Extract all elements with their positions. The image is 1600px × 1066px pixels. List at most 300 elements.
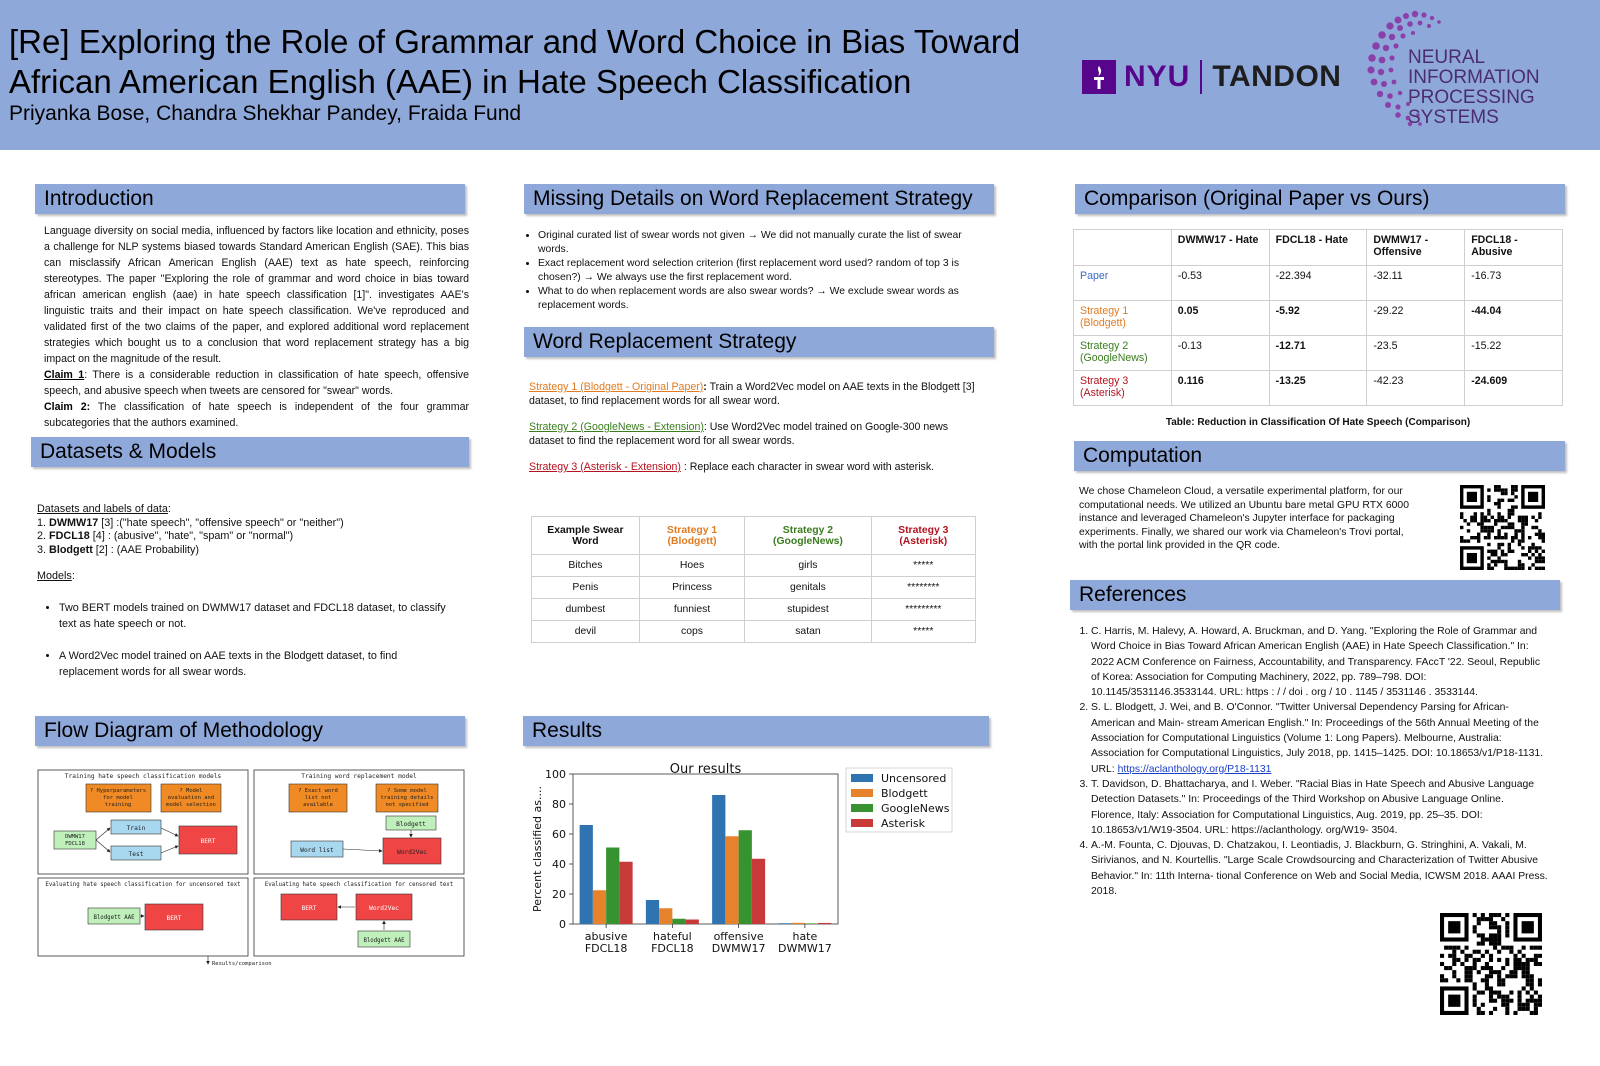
chart-bar — [659, 908, 672, 924]
qr-module — [1464, 978, 1468, 982]
comparison-cell: -44.04 — [1465, 301, 1563, 336]
qr-module — [1481, 913, 1485, 917]
qr-module — [1534, 946, 1538, 950]
qr-module — [1474, 536, 1477, 539]
computation-qr-code[interactable] — [1455, 485, 1550, 570]
qr-module — [1508, 516, 1511, 519]
qr-module — [1497, 499, 1500, 502]
qr-module — [1489, 958, 1493, 962]
strategy-label: Strategy 1 (Blodgett - Original Paper) — [529, 381, 704, 393]
qr-module — [1477, 991, 1481, 995]
qr-finder-pattern — [1448, 995, 1460, 1007]
qr-module — [1491, 553, 1494, 556]
qr-module — [1497, 929, 1501, 933]
qr-module — [1497, 560, 1500, 563]
comparison-header-cell: DWMW17 - Hate — [1171, 230, 1269, 266]
qr-module — [1526, 978, 1530, 982]
qr-module — [1487, 567, 1490, 570]
qr-module — [1530, 1011, 1534, 1015]
qr-module — [1497, 970, 1501, 974]
qr-module — [1497, 982, 1501, 986]
qr-module — [1538, 1003, 1542, 1007]
swear-table-header-cell: Example Swear Word — [532, 517, 640, 555]
qr-module — [1504, 492, 1507, 495]
qr-module — [1522, 1007, 1526, 1011]
references-qr-code[interactable] — [1440, 913, 1542, 1015]
qr-module — [1531, 546, 1534, 549]
swear-table-cell: ***** — [871, 621, 975, 643]
qr-module — [1473, 982, 1477, 986]
qr-module — [1526, 999, 1530, 1003]
qr-module — [1487, 519, 1490, 522]
qr-module — [1448, 946, 1452, 950]
qr-module — [1467, 539, 1470, 542]
comparison-header-cell: DWMW17 - Offensive — [1367, 230, 1465, 266]
qr-module — [1480, 529, 1483, 532]
qr-module — [1538, 529, 1541, 532]
qr-module — [1518, 999, 1522, 1003]
flow-model-eval-line-2: evaluation and — [167, 795, 215, 801]
poster-title — [9, 22, 1020, 102]
flow-model-eval-line-1: ? Model — [179, 788, 203, 794]
qr-module — [1508, 543, 1511, 546]
swear-word-table — [531, 516, 976, 643]
qr-module — [1531, 516, 1534, 519]
qr-module — [1501, 492, 1504, 495]
missing-detail-item: • What to do when replacement words are also swear words? → We exclude swear words as replacement words. — [538, 285, 982, 312]
qr-module — [1489, 995, 1493, 999]
qr-module — [1509, 970, 1513, 974]
qr-module — [1497, 516, 1500, 519]
flow-train-label: Train — [126, 825, 146, 832]
section-comparison-header: Comparison (Original Paper vs Ours) — [1075, 184, 1565, 214]
computation-text: We chose Chameleon Cloud, a versatile experimental platform, for our computational needs. We utilized an Ubuntu bare metal GPU RTX 6000 instance and leveraged Chameleon's Jupyter interface for packaging experiments. Finally, we shared our work via Chameleon's Trovi portal, with the portal link provided in the QR code. — [1079, 486, 1409, 551]
qr-module — [1493, 913, 1497, 917]
qr-module — [1487, 495, 1490, 498]
title-line-1: [Re] Exploring the Role of Grammar and Word Choice in Bias Toward — [9, 23, 1021, 60]
qr-module — [1485, 950, 1489, 954]
qr-module — [1497, 546, 1500, 549]
flow-exact-word-line-3: available — [303, 802, 333, 808]
qr-module — [1477, 536, 1480, 539]
swear-table-header-cell: Strategy 3 (Asterisk) — [871, 517, 975, 555]
flow-test-label: Test — [128, 851, 144, 858]
qr-module — [1525, 519, 1528, 522]
reference-text: S. L. Blodgett, J. Wei, and B. O'Connor. "Twitter Universal Dependency Parsing for African-American and Main- stream American English." In: Proceedings of the 56th Annual Meeting of the Association for Computational Linguistics (Volume 1: Long Papers). Melbourne, Australia: Association for Computational Linguistics, July 2018, pp. 1415–1425. DOI: 10.18653/v1/P18-1131. URL: — [1091, 702, 1544, 775]
comparison-row-label: Strategy 2 (GoogleNews) — [1074, 336, 1172, 371]
flow-word2vec-label-2: Word2Vec — [369, 905, 399, 912]
qr-module — [1538, 560, 1541, 563]
legend-swatch — [851, 819, 873, 827]
qr-module — [1526, 1003, 1530, 1007]
qr-module — [1473, 999, 1477, 1003]
qr-module — [1501, 553, 1504, 556]
qr-module — [1528, 550, 1531, 553]
qr-module — [1501, 946, 1505, 950]
qr-module — [1477, 1011, 1481, 1015]
qr-module — [1440, 974, 1444, 978]
qr-module — [1497, 942, 1501, 946]
qr-module — [1505, 1011, 1509, 1015]
flow-panel-4-title: Evaluating hate speech classification for censored text — [264, 882, 454, 888]
qr-module — [1464, 954, 1468, 958]
dataset-item-number: 2. — [37, 530, 50, 542]
strategy-description — [529, 420, 984, 448]
qr-module — [1521, 516, 1524, 519]
qr-module — [1504, 553, 1507, 556]
flow-blodgett-aae-label-1: Blodgett AAE — [93, 915, 135, 921]
qr-module — [1509, 999, 1513, 1003]
comparison-cell: -0.53 — [1171, 266, 1269, 301]
qr-module — [1530, 978, 1534, 982]
comparison-cell: 0.05 — [1171, 301, 1269, 336]
qr-module — [1534, 958, 1538, 962]
qr-module — [1518, 950, 1522, 954]
qr-module — [1530, 982, 1534, 986]
qr-module — [1501, 966, 1505, 970]
reference-item — [1091, 624, 1549, 700]
section-results-header: Results — [523, 716, 989, 746]
qr-module — [1489, 925, 1493, 929]
qr-module — [1518, 519, 1521, 522]
qr-module — [1497, 519, 1500, 522]
swear-table-cell: devil — [532, 621, 640, 643]
swear-table-cell: funniest — [639, 599, 745, 621]
qr-module — [1505, 974, 1509, 978]
qr-module — [1505, 929, 1509, 933]
qr-module — [1480, 522, 1483, 525]
qr-module — [1522, 970, 1526, 974]
logo-separator — [1200, 60, 1202, 94]
x-tick-label: FDCL18 — [584, 942, 628, 955]
qr-module — [1464, 946, 1468, 950]
swear-table-row — [532, 621, 976, 643]
neurips-line-1: NEURAL INFORMATION — [1408, 47, 1540, 88]
reference-link[interactable]: https://aclanthology.org/P18-1131 — [1117, 763, 1272, 775]
x-tick-label: hateful — [653, 930, 692, 943]
qr-module — [1497, 502, 1500, 505]
qr-module — [1494, 550, 1497, 553]
claim-1-text: : There is a considerable reduction in classification of hate speech, offensive speech, and abusive speech when tweets are censored for "swear" words. — [44, 369, 469, 397]
comparison-cell: -16.73 — [1465, 266, 1563, 301]
qr-module — [1501, 488, 1504, 491]
qr-module — [1444, 978, 1448, 982]
chart-title: Our results — [669, 761, 742, 777]
qr-module — [1460, 536, 1463, 539]
qr-module — [1489, 913, 1493, 917]
qr-module — [1505, 946, 1509, 950]
introduction-paragraph: Language diversity on social media, influenced by factors like location and ethnicity, poses a challenge for NLP systems biased towards Standard American English (SAE). This bias can misclassify African American English (AAE) text as hate speech, reinforcing stereotypes. The paper "Exploring the role of grammar and word choice in bias toward african american english (aae) in hate speech classification [1]". investigates AAE's linguistic traits and their impact on hate speech classification. We've reproduced and validated first of the two claims of the paper, and explored additional word replacement strategies which bought us to a conclusion that word replacement strategy has a big impact on the magnitude of the result. — [44, 225, 469, 365]
qr-finder-pattern — [1467, 553, 1477, 563]
qr-module — [1481, 1011, 1485, 1015]
flow-bert-label-2: BERT — [166, 915, 182, 922]
qr-module — [1460, 516, 1463, 519]
legend-label: Asterisk — [881, 817, 926, 830]
qr-module — [1489, 921, 1493, 925]
qr-module — [1514, 567, 1517, 570]
qr-module — [1473, 995, 1477, 999]
comparison-cell: -13.25 — [1269, 371, 1367, 406]
qr-module — [1522, 946, 1526, 950]
comparison-row — [1074, 266, 1563, 301]
swear-table-cell: ********* — [871, 599, 975, 621]
qr-module — [1497, 950, 1501, 954]
qr-module — [1526, 970, 1530, 974]
flow-panel-1-title: Training hate speech classification models — [64, 773, 222, 780]
qr-module — [1504, 560, 1507, 563]
qr-module — [1497, 505, 1500, 508]
swear-table-row — [532, 577, 976, 599]
qr-module — [1497, 529, 1500, 532]
qr-module — [1477, 539, 1480, 542]
qr-module — [1494, 488, 1497, 491]
qr-module — [1464, 966, 1468, 970]
qr-module — [1494, 502, 1497, 505]
qr-module — [1501, 516, 1504, 519]
qr-module — [1509, 991, 1513, 995]
qr-module — [1481, 933, 1485, 937]
qr-module — [1514, 495, 1517, 498]
qr-module — [1538, 982, 1542, 986]
strategy-text: : Replace each character in swear word with asterisk. — [680, 461, 935, 473]
qr-module — [1452, 946, 1456, 950]
dataset-item-number: 3. — [37, 543, 50, 556]
introduction-body — [44, 223, 469, 431]
comparison-row-label: Strategy 1 (Blodgett) — [1074, 301, 1172, 336]
tandon-label: TANDON — [1212, 60, 1342, 93]
qr-module — [1521, 546, 1524, 549]
qr-module — [1511, 485, 1514, 488]
qr-module — [1501, 917, 1505, 921]
section-word-replacement-header: Word Replacement Strategy — [524, 327, 994, 357]
qr-module — [1526, 991, 1530, 995]
flow-panel-eval-uncensored — [38, 878, 248, 956]
qr-module — [1489, 917, 1493, 921]
qr-module — [1511, 522, 1514, 525]
flow-bert-label-3: BERT — [301, 905, 317, 912]
qr-module — [1494, 560, 1497, 563]
qr-module — [1487, 488, 1490, 491]
qr-module — [1526, 1007, 1530, 1011]
flow-dataset-line-2: FDCL18 — [65, 841, 85, 847]
qr-module — [1485, 937, 1489, 941]
qr-module — [1511, 505, 1514, 508]
qr-module — [1522, 974, 1526, 978]
x-tick-label: abusive — [584, 930, 628, 943]
qr-module — [1542, 550, 1545, 553]
qr-module — [1497, 933, 1501, 937]
reference-text: A.-M. Founta, C. Djouvas, D. Chatzakou, I. Leontiadis, J. Blackburn, G. Stringhini, A. Vakali, M. Sirivianos, and N. Kourtellis. "Large Scale Crowdsourcing and Characterization of Twitter Abusive Behavior." In: 11th Interna- tional Conference on Web and Social Media, ICWSM 2018. AAAI Press. 2018. — [1091, 840, 1548, 898]
qr-module — [1452, 974, 1456, 978]
swear-table-header-row — [532, 517, 976, 555]
qr-module — [1487, 509, 1490, 512]
qr-module — [1530, 986, 1534, 990]
qr-module — [1491, 567, 1494, 570]
qr-module — [1470, 516, 1473, 519]
qr-module — [1501, 499, 1504, 502]
qr-module — [1469, 954, 1473, 958]
qr-module — [1505, 921, 1509, 925]
qr-module — [1491, 550, 1494, 553]
qr-module — [1538, 533, 1541, 536]
section-flow-header: Flow Diagram of Methodology — [35, 716, 465, 746]
qr-module — [1489, 999, 1493, 1003]
qr-module — [1487, 526, 1490, 529]
dataset-item-name: Blodgett — [49, 543, 93, 556]
legend-label: Uncensored — [881, 772, 947, 785]
nyu-tandon-logo — [1082, 58, 1341, 96]
qr-finder-pattern — [1528, 492, 1538, 502]
qr-module — [1535, 556, 1538, 559]
flow-blodgett-label: Blodgett — [396, 821, 426, 828]
qr-module — [1528, 556, 1531, 559]
qr-module — [1474, 516, 1477, 519]
comparison-cell: -32.11 — [1367, 266, 1465, 301]
qr-module — [1489, 974, 1493, 978]
strategy-text: Train a Word2Vec model on AAE texts in the Blodgett [3] dataset, to find replacement words for all swear word. — [529, 381, 975, 407]
comparison-cell: -22.394 — [1269, 266, 1367, 301]
swear-table-cell: Penis — [532, 577, 640, 599]
qr-module — [1505, 958, 1509, 962]
qr-module — [1493, 942, 1497, 946]
nyu-label: NYU — [1124, 60, 1191, 93]
y-tick-label: 0 — [559, 918, 566, 931]
swear-table-cell: Hoes — [639, 555, 745, 577]
poster-header — [0, 0, 1600, 150]
comparison-cell: -42.23 — [1367, 371, 1465, 406]
qr-module — [1481, 954, 1485, 958]
strategy-description — [529, 460, 984, 474]
qr-module — [1456, 946, 1460, 950]
qr-module — [1534, 962, 1538, 966]
swear-table-cell: genitals — [745, 577, 871, 599]
qr-module — [1477, 970, 1481, 974]
qr-module — [1489, 942, 1493, 946]
dataset-item-labels: [3] :("hate speech", "offensive speech" or "neither") — [98, 516, 344, 529]
swear-table-cell: stupidest — [745, 599, 871, 621]
section-missing-details-header: Missing Details on Word Replacement Strategy — [524, 184, 994, 214]
qr-module — [1477, 958, 1481, 962]
flow-some-model-line-3: not specified — [385, 802, 429, 808]
qr-module — [1501, 999, 1505, 1003]
qr-module — [1473, 929, 1477, 933]
qr-module — [1448, 954, 1452, 958]
qr-module — [1511, 550, 1514, 553]
strategy-label: Strategy 3 (Asterisk - Extension) — [529, 461, 681, 473]
flow-exact-word-line-2: list not — [304, 795, 332, 801]
section-datasets-header: Datasets & Models — [31, 437, 469, 467]
model-item: • Two BERT models trained on DWMW17 dataset and FDCL18 dataset, to classify text as hate speech or not. — [59, 600, 457, 632]
qr-module — [1526, 974, 1530, 978]
qr-module — [1521, 522, 1524, 525]
qr-module — [1489, 933, 1493, 937]
qr-module — [1469, 978, 1473, 982]
qr-module — [1487, 550, 1490, 553]
comparison-row-label: Paper — [1074, 266, 1172, 301]
y-tick-label: 100 — [545, 768, 566, 781]
qr-module — [1526, 962, 1530, 966]
qr-module — [1504, 563, 1507, 566]
flow-word2vec-label-1: Word2Vec — [397, 849, 427, 856]
qr-module — [1538, 536, 1541, 539]
qr-module — [1487, 556, 1490, 559]
qr-module — [1463, 539, 1466, 542]
qr-module — [1494, 536, 1497, 539]
qr-module — [1487, 536, 1490, 539]
qr-module — [1530, 999, 1534, 1003]
legend-swatch — [851, 789, 873, 797]
qr-module — [1481, 917, 1485, 921]
qr-module — [1531, 563, 1534, 566]
qr-module — [1501, 519, 1504, 522]
chart-bar — [672, 919, 685, 924]
qr-module — [1477, 533, 1480, 536]
reference-text: C. Harris, M. Halevy, A. Howard, A. Bruckman, and D. Yang. "Exploring the Role of Grammar and Word Choice in Bias Toward African American English (AAE) in Hate Speech Classification." In: 2022 ACM Conference on Fairness, Accountability, and Transparency. FAccT '22. Seoul, Republic of Korea: Association for Computing Machinery, 2022, pp. 789–798. DOI: 10.1145/3531146.3533144. URL: https : / / doi . org / 10 . 1145 / 3531146 . 3533144. — [1091, 626, 1541, 699]
swear-table-cell: girls — [745, 555, 871, 577]
qr-module — [1470, 536, 1473, 539]
strategy-separator: : — [703, 381, 707, 393]
qr-module — [1477, 942, 1481, 946]
comparison-table — [1073, 229, 1563, 406]
qr-module — [1521, 519, 1524, 522]
comparison-cell: -0.13 — [1171, 336, 1269, 371]
x-tick-label: DWMW17 — [778, 942, 832, 955]
qr-module — [1477, 933, 1481, 937]
flow-hyperparameters-line-2: for model — [103, 795, 133, 801]
qr-module — [1473, 925, 1477, 929]
qr-finder-pattern — [1467, 492, 1477, 502]
qr-module — [1505, 913, 1509, 917]
qr-module — [1497, 974, 1501, 978]
chart-bar — [792, 923, 805, 924]
qr-module — [1530, 974, 1534, 978]
qr-module — [1530, 946, 1534, 950]
qr-module — [1497, 995, 1501, 999]
qr-module — [1542, 533, 1545, 536]
qr-module — [1481, 966, 1485, 970]
qr-module — [1518, 966, 1522, 970]
legend-label: GoogleNews — [881, 802, 950, 815]
qr-module — [1511, 499, 1514, 502]
comparison-cell: -12.71 — [1269, 336, 1367, 371]
qr-module — [1494, 485, 1497, 488]
qr-module — [1485, 917, 1489, 921]
qr-module — [1542, 556, 1545, 559]
qr-module — [1535, 560, 1538, 563]
qr-module — [1535, 533, 1538, 536]
qr-module — [1452, 954, 1456, 958]
qr-module — [1534, 1007, 1538, 1011]
qr-module — [1497, 485, 1500, 488]
qr-module — [1469, 970, 1473, 974]
qr-module — [1534, 1003, 1538, 1007]
qr-module — [1501, 536, 1504, 539]
qr-module — [1497, 991, 1501, 995]
dataset-item-number: 1. — [37, 516, 50, 529]
qr-module — [1525, 553, 1528, 556]
swear-table-header-cell: Strategy 1 (Blodgett) — [639, 517, 745, 555]
model-item: • A Word2Vec model trained on AAE texts in the Blodgett dataset, to find replacement words for all swear words. — [59, 648, 457, 680]
qr-module — [1485, 978, 1489, 982]
qr-module — [1518, 1003, 1522, 1007]
chart-bar — [619, 862, 632, 924]
qr-module — [1505, 1003, 1509, 1007]
qr-module — [1525, 522, 1528, 525]
swear-table-cell: ***** — [871, 555, 975, 577]
comparison-caption: Table: Reduction in Classification Of Hate Speech (Comparison) — [1165, 417, 1471, 428]
qr-module — [1448, 966, 1452, 970]
chart-bar — [739, 830, 752, 924]
